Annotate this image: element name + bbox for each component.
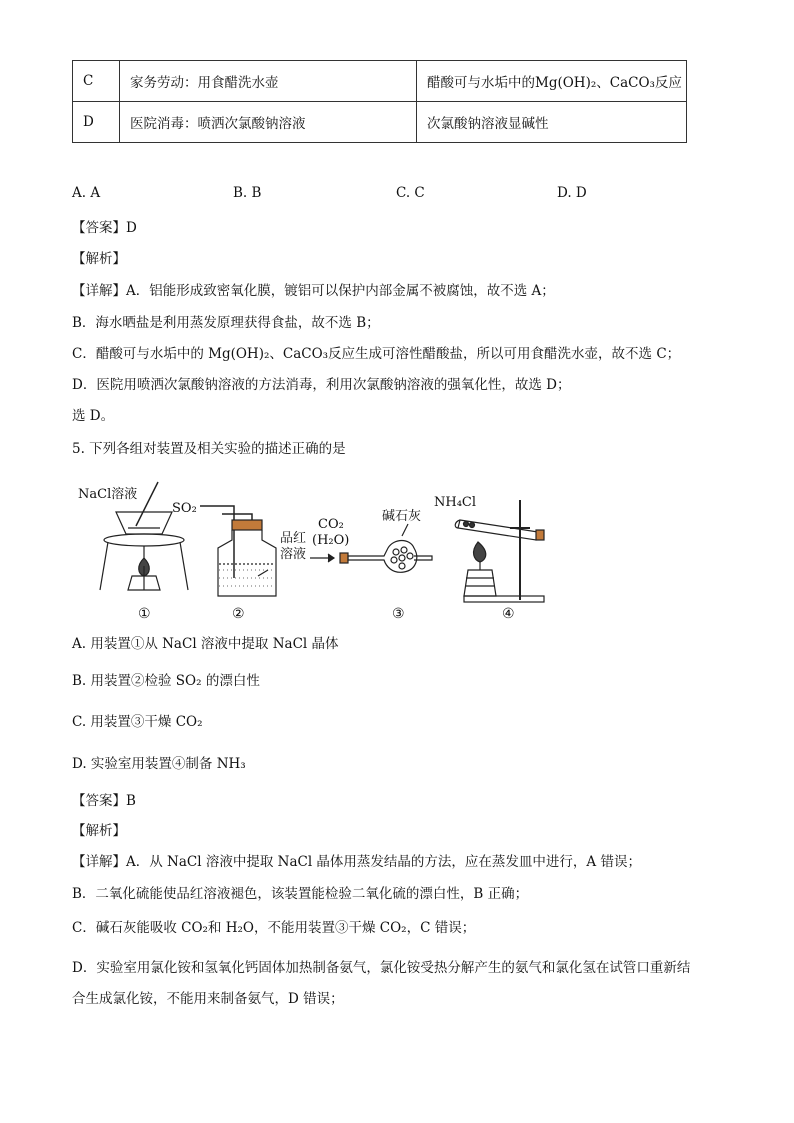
q5-detail-line: C．碱石灰能吸收 CO₂和 H₂O，不能用装置③干燥 CO₂，C 错误； — [72, 920, 476, 936]
apparatus-figure — [72, 478, 562, 628]
q5-detail-line: 【详解】A．从 NaCl 溶液中提取 NaCl 晶体用蒸发结晶的方法，应在蒸发皿中进行，A 错误； — [72, 854, 641, 870]
q4-detail-line: C．醋酸可与水垢中的 Mg(OH)₂、CaCO₃反应生成可溶性醋酸盐，所以可用食醋洗水壶，故不选 C； — [72, 346, 681, 362]
q4-option-d: D. D — [557, 185, 587, 201]
q5-analysis-heading: 【解析】 — [72, 823, 126, 839]
q5-option-c: C. 用装置③干燥 CO₂ — [72, 714, 203, 730]
row-activity: 医院消毒：喷洒次氯酸钠溶液 — [120, 102, 417, 143]
label-1: ① — [138, 606, 151, 622]
label-4: ④ — [502, 606, 515, 622]
table-row — [73, 102, 687, 143]
options-table — [72, 60, 687, 143]
q5-detail-line: 合生成氯化铵，不能用来制备氨气，D 错误； — [72, 991, 344, 1007]
pinhong-label: 溶液 — [280, 547, 307, 562]
q4-option-a: A. A — [72, 185, 101, 201]
row-activity: 家务劳动：用食醋洗水壶 — [120, 61, 417, 102]
table-row — [73, 61, 687, 102]
nacl-label: NaCl溶液 — [78, 487, 138, 502]
q5-answer: 【答案】B — [72, 793, 136, 809]
lime-label: 碱石灰 — [382, 509, 422, 524]
q4-option-b: B. B — [233, 185, 262, 201]
h2o-label: (H₂O) — [312, 533, 350, 548]
apparatus-2 — [172, 501, 306, 622]
apparatus-3 — [310, 509, 432, 622]
label-2: ② — [232, 606, 245, 622]
nh4cl-label: NH₄Cl — [434, 495, 477, 510]
q4-analysis-heading: 【解析】 — [72, 251, 126, 267]
row-knowledge: 醋酸可与水垢中的Mg(OH)₂、CaCO₃反应 — [417, 61, 687, 102]
q5-stem: 5. 下列各组对装置及相关实验的描述正确的是 — [72, 441, 346, 457]
q4-detail-line: D．医院用喷洒次氯酸钠溶液的方法消毒，利用次氯酸钠溶液的强氧化性，故选 D； — [72, 377, 571, 393]
q4-option-c: C. C — [396, 185, 425, 201]
q5-option-b: B. 用装置②检验 SO₂ 的漂白性 — [72, 673, 260, 689]
row-label: C — [73, 61, 120, 102]
q5-detail-line: D．实验室用氯化铵和氢氧化钙固体加热制备氨气，氯化铵受热分解产生的氨气和氯化氢在试管口重新结 — [72, 960, 691, 976]
so2-label: SO₂ — [172, 501, 197, 516]
q5-option-d: D. 实验室用装置④制备 NH₃ — [72, 756, 246, 772]
q5-option-a: A. 用装置①从 NaCl 溶液中提取 NaCl 晶体 — [72, 636, 339, 652]
co2-label: CO₂ — [318, 517, 344, 532]
pinhong-label: 品红 — [280, 531, 307, 546]
q4-detail-line: B．海水晒盐是利用蒸发原理获得食盐，故不选 B； — [72, 315, 380, 331]
q5-detail-line: B．二氧化硫能使品红溶液褪色，该装置能检验二氧化硫的漂白性，B 正确； — [72, 886, 529, 902]
label-3: ③ — [392, 606, 405, 622]
q4-answer: 【答案】D — [72, 220, 137, 236]
row-label: D — [73, 102, 120, 143]
apparatus-4 — [434, 495, 544, 622]
q4-detail-line: 选 D。 — [72, 408, 115, 424]
q4-detail-line: 【详解】A．铝能形成致密氧化膜，镀铝可以保护内部金属不被腐蚀，故不选 A； — [72, 283, 555, 299]
row-knowledge: 次氯酸钠溶液显碱性 — [417, 102, 687, 143]
